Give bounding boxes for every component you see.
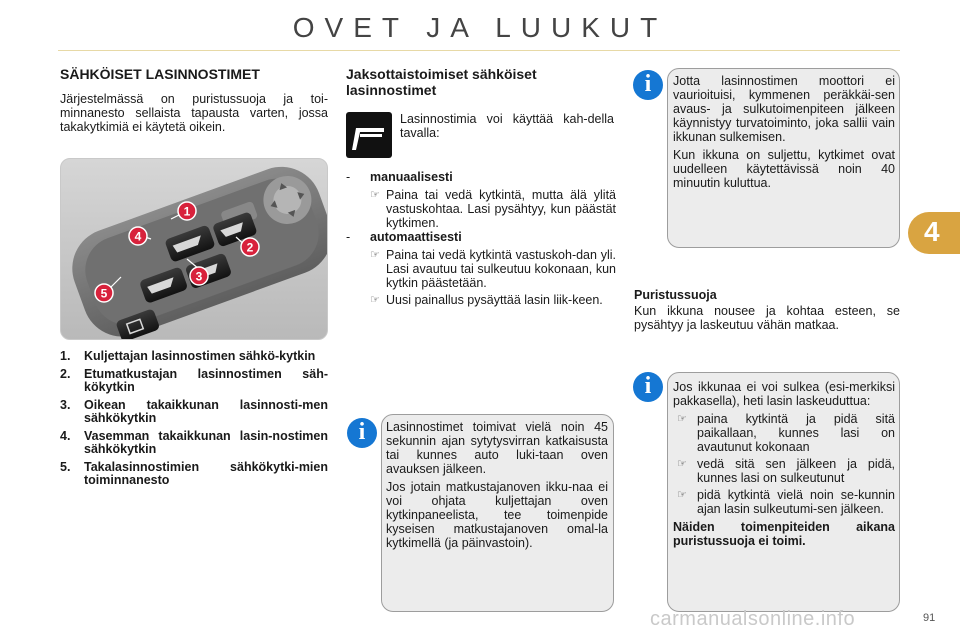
info-bullet xyxy=(673,412,895,454)
mode-bullet xyxy=(346,188,616,230)
callout-label-2: 2 xyxy=(246,240,254,255)
page-number: 91 xyxy=(923,612,936,624)
legend-text: Kuljettajan lasinnostimen sähkö-kytkin xyxy=(84,349,316,363)
switch-legend xyxy=(60,350,328,492)
info-text xyxy=(386,420,608,550)
legend-item xyxy=(60,461,328,488)
page-header-title: OVET JA LUUKUT xyxy=(292,12,668,43)
info-paragraph: Lasinnostimet toimivat vielä noin 45 sekunnin ajan sytytysvirran katkaisusta tai kunnes auto luki-taan oven avauksen jälkeen. xyxy=(386,420,608,476)
info-icon: i xyxy=(633,372,663,402)
legend-num: 2. xyxy=(60,366,71,381)
legend-num: 4. xyxy=(60,428,71,443)
legend-item xyxy=(60,350,328,364)
info-paragraph: Jos jotain matkustajanoven ikku-naa ei voi ohjata kuljettajan oven kytkinpaneelista, tee toimenpide kyseisen matkustajanoven omal-la kytkimellä (ja päinvastoin). xyxy=(386,480,608,550)
mode-automatic xyxy=(346,230,616,307)
info-paragraph: Kun ikkuna on suljettu, kytkimet ovat uudelleen käytettävissä noin 40 minuutin kuluttua. xyxy=(673,148,895,190)
mode-bullet xyxy=(346,293,616,307)
callout-label-1: 1 xyxy=(183,204,191,219)
info-paragraph: Jotta lasinnostimen moottori ei vaurioituisi, kymmenen peräkkäi-sen avaus- ja sulkutoimenpiteen jälkeen käynnistyy turvatoiminto, joka sallii vain ikkunan sulkemisen. xyxy=(673,74,895,144)
chapter-number: 4 xyxy=(924,216,940,247)
dash-marker: - xyxy=(346,170,351,184)
switch-panel-illustration xyxy=(61,159,328,340)
mode-bullet xyxy=(346,248,616,290)
legend-text: Oikean takaikkunan lasinnosti-men sähkökytkin xyxy=(84,397,328,425)
arrow-bullet-icon: ☞ xyxy=(370,189,380,201)
dash-marker: - xyxy=(346,230,351,244)
callout-label-5: 5 xyxy=(100,286,108,301)
bullet-text: pidä kytkintä vielä noin se-kunnin ajan lasin sulkeutumi-sen jälkeen. xyxy=(697,488,895,516)
legend-num: 5. xyxy=(60,459,71,474)
info-icon: i xyxy=(347,418,377,448)
legend-text: Vasemman takaikkunan lasin-nostimen sähkökytkin xyxy=(84,428,328,456)
callout-2 xyxy=(241,238,259,256)
arrow-bullet-icon: ☞ xyxy=(370,249,380,261)
legend-item xyxy=(60,368,328,395)
header-rule xyxy=(58,50,900,51)
mode-label: manuaalisesti xyxy=(370,170,453,184)
watermark-text: carmanualsonline.info xyxy=(650,608,856,630)
legend-item xyxy=(60,399,328,426)
legend-num: 1. xyxy=(60,349,71,363)
mode-manual xyxy=(346,170,616,230)
bullet-text: Paina tai vedä kytkintä vastuskoh-dan yli. Lasi avautuu tai sulkeutuu kokonaan, kun kytkin päästetään. xyxy=(386,248,616,290)
arrow-bullet-icon: ☞ xyxy=(370,294,380,306)
info-bullet xyxy=(673,457,895,485)
arrow-bullet-icon: ☞ xyxy=(677,489,687,501)
callout-5 xyxy=(95,284,113,302)
arrow-bullet-icon: ☞ xyxy=(677,458,687,470)
info-text xyxy=(673,74,895,190)
chapter-tab[interactable] xyxy=(908,212,960,254)
legend-item xyxy=(60,430,328,457)
mode-label: automaattisesti xyxy=(370,230,462,244)
callout-1 xyxy=(178,202,196,220)
puristus-text: Kun ikkuna nousee ja kohtaa esteen, se pysähtyy ja laskeutuu vähän matkaa. xyxy=(634,304,900,332)
callout-label-3: 3 xyxy=(195,269,203,284)
switch-panel-photo xyxy=(60,158,328,340)
info-paragraph: Jos ikkunaa ei voi sulkea (esi-merkiksi pakkasella), heti lasin laskeuduttua: xyxy=(673,380,895,408)
info-bullet xyxy=(673,488,895,516)
callout-label-4: 4 xyxy=(134,229,142,244)
callout-4 xyxy=(129,227,147,245)
intro-paragraph: Järjestelmässä on puristussuoja ja toi-minnanesto sellaista tapausta varten, jossa takakytkimiä ei käytetä oikein. xyxy=(60,92,328,134)
callout-3 xyxy=(190,267,208,285)
legend-text: Takalasinnostimien sähkökytki-mien toiminnanesto xyxy=(84,459,328,487)
availability-text: Lasinnostimia voi käyttää kah-della tavalla: xyxy=(400,112,614,140)
bullet-text: vedä sitä sen jälkeen ja pidä, kunnes lasi on sulkeutunut xyxy=(697,457,895,485)
subsection-heading: Jaksottaistoimiset sähköiset lasinnostimet xyxy=(346,66,537,98)
info-icon: i xyxy=(633,70,663,100)
puristus-heading: Puristussuoja xyxy=(634,288,717,302)
warning-text: Näiden toimenpiteiden aikana puristussuoja ei toimi. xyxy=(673,520,895,548)
bullet-text: Paina tai vedä kytkintä, mutta älä ylitä vastuskohtaa. Lasi pysähtyy, kun päästät kytkimen. xyxy=(386,188,616,230)
info-text xyxy=(673,380,895,548)
legend-num: 3. xyxy=(60,397,71,412)
window-switch-icon xyxy=(346,112,392,158)
section-heading: SÄHKÖISET LASINNOSTIMET xyxy=(60,66,260,82)
bullet-text: Uusi painallus pysäyttää lasin liik-keen. xyxy=(386,293,603,307)
bullet-text: paina kytkintä ja pidä sitä paikallaan, kunnes lasi on avautunut kokonaan xyxy=(697,412,895,454)
arrow-bullet-icon: ☞ xyxy=(677,413,687,425)
legend-text: Etumatkustajan lasinnostimen säh-kökytkin xyxy=(84,366,328,394)
